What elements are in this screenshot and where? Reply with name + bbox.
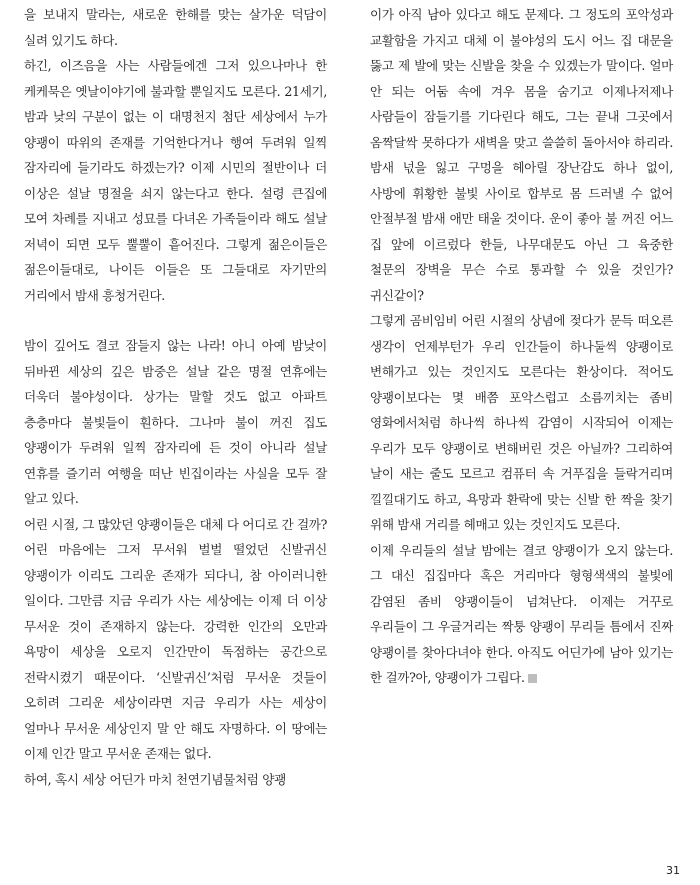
paragraph-text: 이제 우리들의 설날 밤에는 결코 양괭이가 오지 않는다. 그 대신 집집마다 혹은 거리마다 형형색색의 불빛에 감염된 좀비 양괭이들이 넘쳐난다. 이제는 거꾸로 우리들이 그 우글거리는 짝퉁 양괭이 무리들 틈에서 진짜 양괭이를 찾아다녀야 한다. 아직도 어딘가에 남아 있기는 한 걸까?아, 양괭이가 그립다. <box>370 542 673 685</box>
paragraph: 이가 아직 남아 있다고 해도 문제다. 그 정도의 포악성과 교활함을 가지고 대체 이 불야성의 도시 어느 집 대문을 뚫고 제 발에 맞는 신발을 찾을 수 있겠는가 말이다. 얼마 안 되는 어둠 속에 겨우 몸을 숨기고 이제나저제나 사람들이 잠들기를 기다린다 해도, 그는 끝내 그곳에서 옴짝달싹 못하다가 새벽을 맞고 쓸쓸히 돌아서야 하리라. 밤새 넋을 잃고 구멍을 헤아릴 장난감도 하나 없이, 사방에 휘황한 불빛 사이로 합부로 몸 드러낼 수 없어 안절부절 밤새 애만 태울 것이다. 운이 좋아 불 꺼진 어느 집 앞에 이르렀다 한들, 나무대문도 아닌 그 육중한 철문의 장벽을 무슨 수로 통과할 수 있을 것인가? 귀신같이? <box>370 7 673 303</box>
paragraph: 하긴, 이즈음을 사는 사람들에겐 그저 있으나마나 한 케케묵은 옛날이야기에 불과할 뿐일지도 모른다. 21세기, 밤과 낮의 구분이 없는 이 대명천지 첨단 세상에서 누가 양괭이 따위의 존재를 기억한다거나 행여 두려워 일찍 잠자리에 들기라도 하겠는가? 이제 시민의 절반이나 더 이상은 설날 명절을 쇠지 않는다고 한다. 설령 큰집에 모여 차례를 지내고 성묘를 다녀온 가족들이라 해도 설날 저녁이 되면 모두 뿔뿔이 흩어진다. 그렇게 젊은이들은 젊은이들대로, 나이든 이들은 또 그들대로 자기만의 거리에서 밤새 흥청거린다. <box>24 58 327 303</box>
right-column <box>370 2 673 691</box>
left-column <box>24 2 327 792</box>
paragraph <box>370 538 673 691</box>
paragraph: 그렇게 곰비임비 어린 시절의 상념에 젖다가 문득 떠오른 생각이 언제부턴가 우리 인간들이 하나둘씩 양괭이로 변해가고 있는 것인지도 모른다는 환상이다. 적어도 양괭이보다는 몇 배쯤 포악스럽고 소름끼치는 좀비 영화에서처럼 하나씩 하나씩 감염이 시작되어 이제는 우리가 모두 양괭이로 변해버린 것은 아닐까? 그리하여 날이 새는 줄도 모르고 컴퓨터 속 거푸집을 들락거리며 낄낄대기도 하고, 욕망과 환락에 맞는 신발 한 짝을 찾기 위해 밤새 거리를 헤매고 있는 것인지도 모른다. <box>370 313 673 532</box>
end-mark-icon <box>528 674 537 683</box>
page-number: 31 <box>666 864 680 877</box>
paragraph: 하여, 혹시 세상 어딘가 마치 천연기념물처럼 양괭 <box>24 771 286 787</box>
paragraph: 밤이 깊어도 결코 잠들지 않는 나라! 아니 아예 밤낮이 뒤바뀐 세상의 깊은 밤중은 설날 같은 명절 연휴에는 더욱더 불야성이다. 상가는 말할 것도 없고 아파트 층층마다 불빛들이 훤하다. 그나마 불이 꺼진 집도 양괭이가 두려워 일찍 잠자리에 든 것이 아니라 설날 연휴를 즐기러 여행을 떠난 빈집이라는 사실을 모두 잘 알고 있다. <box>24 338 327 506</box>
paragraph: 어린 시절, 그 많았던 양괭이들은 대체 다 어디로 간 걸까? 어린 마음에는 그저 무서워 벌벌 떨었던 신발귀신 양괭이가 이리도 그리운 존재가 되다니, 참 아이러니한 일이다. 그만큼 지금 우리가 사는 세상에는 이제 더 이상 무서운 것이 존재하지 않는다. 강력한 인간의 오만과 욕망이 세상을 오로지 인간만이 독점하는 공간으로 전락시켰기 때문이다. ‘신발귀신’처럼 무서운 것들이 오히려 그리운 세상이라면 지금 우리가 사는 세상이 얼마나 무서운 세상인지 말 안 해도 자명하다. 이 땅에는 이제 인간 말고 무서운 존재는 없다. <box>24 516 327 761</box>
paragraph: 을 보내지 말라는, 새로운 한해를 맞는 살가운 덕담이 실려 있기도 하다. <box>24 7 327 48</box>
